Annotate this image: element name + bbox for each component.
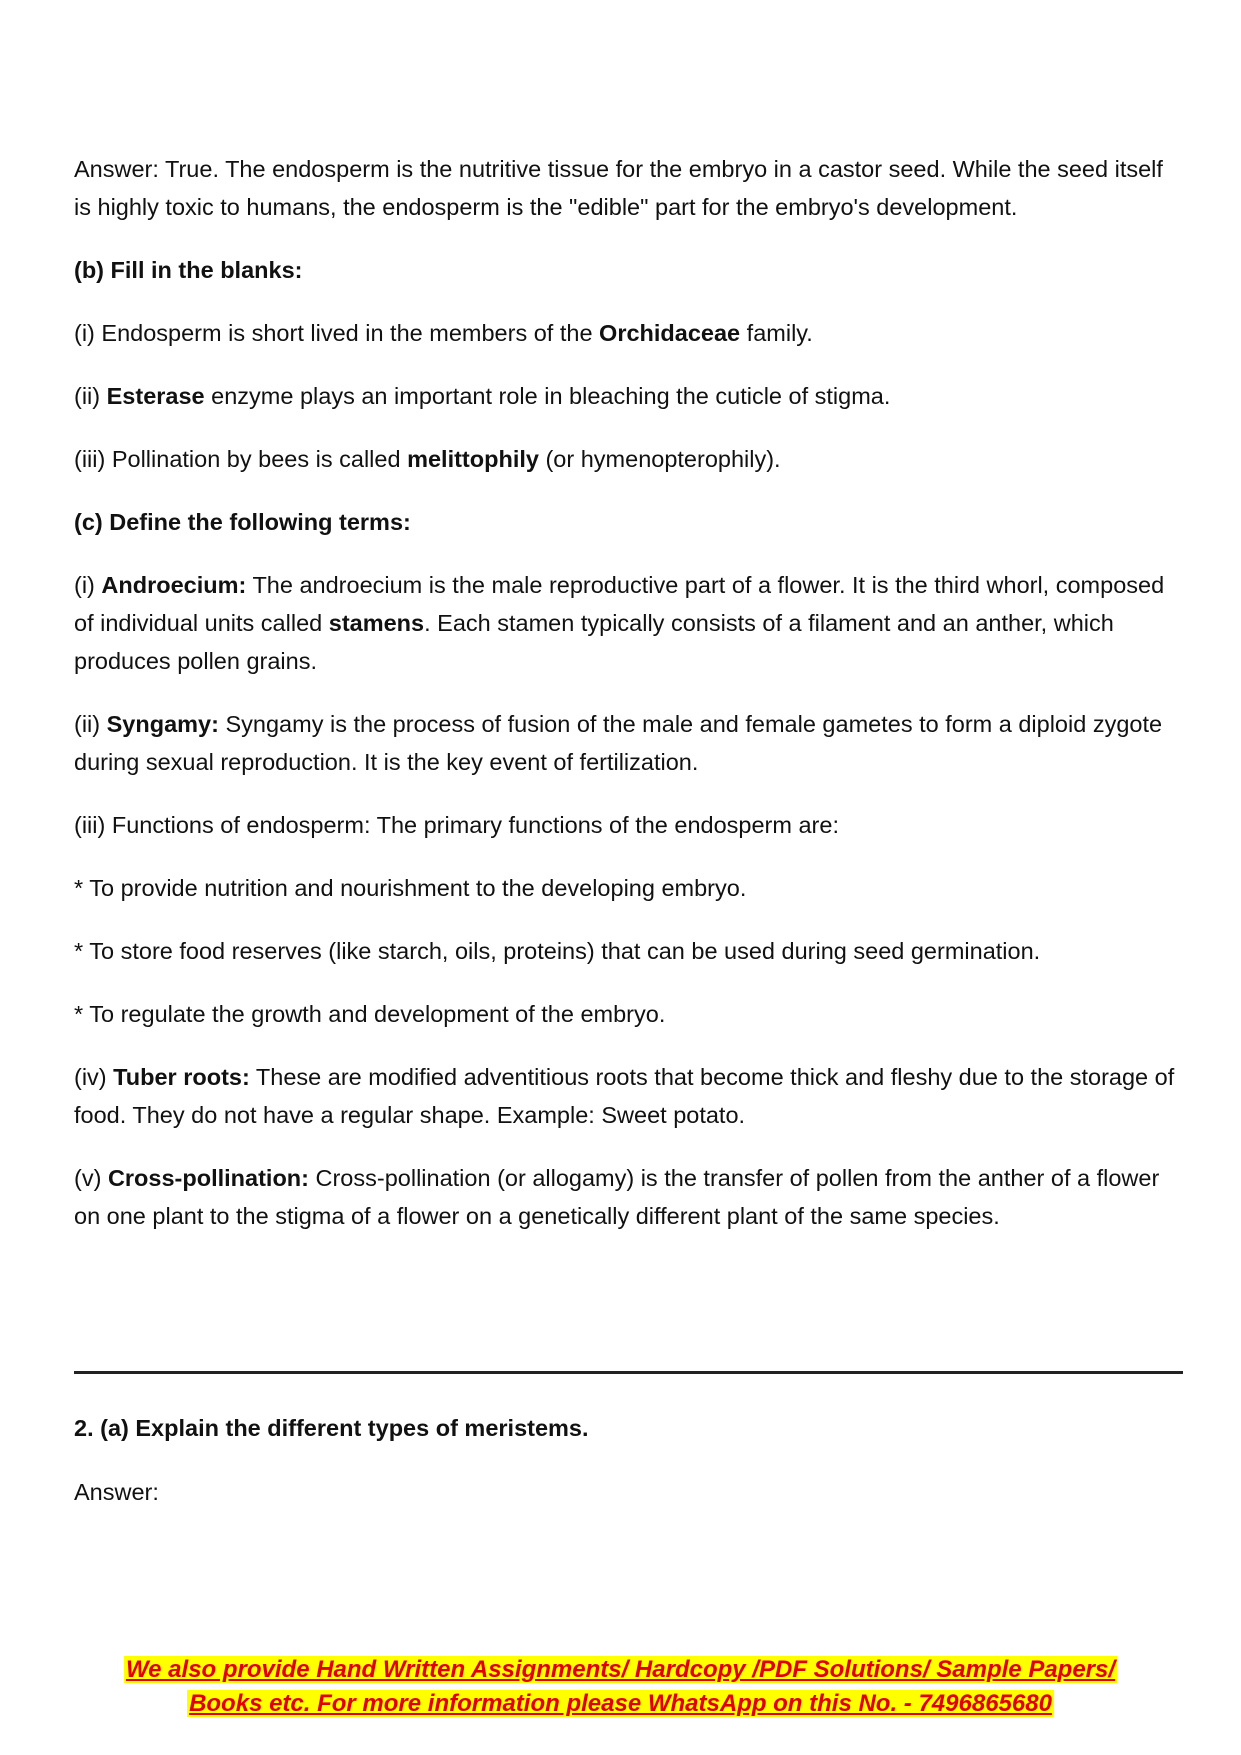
define-androecium: (i) Androecium: The androecium is the male reproductive part of a flower. It is the third whorl, composed of individual units called stamens. Each stamen typically consists of a filament and an anther, which produces pollen grains. (74, 572, 1165, 674)
fill-blank-iii: (iii) Pollination by bees is called melittophily (or hymenopterophily). (74, 446, 781, 472)
promo-banner (0, 1653, 1241, 1721)
fill-blanks-heading: (b) Fill in the blanks: (74, 257, 303, 283)
endosperm-function-item: * To regulate the growth and development of the embryo. (74, 1001, 666, 1027)
promo-line-1: We also provide Hand Written Assignments/ Hardcopy /PDF Solutions/ Sample Papers/ (125, 1656, 1116, 1683)
section-divider (74, 1371, 1183, 1374)
question-2-heading: 2. (a) Explain the different types of meristems. (74, 1415, 589, 1441)
fill-blank-ii: (ii) Esterase enzyme plays an important role in bleaching the cuticle of stigma. (74, 383, 891, 409)
true-false-answer: Answer: True. The endosperm is the nutritive tissue for the embryo in a castor seed. While the seed itself is highly toxic to humans, the endosperm is the "edible" part for the embryo's development. (74, 156, 1163, 220)
endosperm-function-item: * To provide nutrition and nourishment to the developing embryo. (74, 875, 747, 901)
fill-blank-i: (i) Endosperm is short lived in the members of the Orchidaceae family. (74, 320, 813, 346)
question-2-answer-label: Answer: (74, 1479, 159, 1505)
define-tuber-roots: (iv) Tuber roots: These are modified adventitious roots that become thick and fleshy due to the storage of food. They do not have a regular shape. Example: Sweet potato. (74, 1064, 1175, 1128)
define-endosperm-functions: (iii) Functions of endosperm: The primary functions of the endosperm are: (74, 812, 839, 838)
define-cross-pollination: (v) Cross-pollination: Cross-pollination (or allogamy) is the transfer of pollen from the anther of a flower on one plant to the stigma of a flower on a genetically different plant of the same species. (74, 1165, 1160, 1229)
endosperm-function-item: * To store food reserves (like starch, oils, proteins) that can be used during seed germination. (74, 938, 1041, 964)
promo-line-2: Books etc. For more information please WhatsApp on this No. - 7496865680 (189, 1690, 1052, 1717)
define-syngamy: (ii) Syngamy: Syngamy is the process of fusion of the male and female gametes to form a diploid zygote during sexual reproduction. It is the key event of fertilization. (74, 711, 1163, 775)
answer-content (74, 150, 1184, 1260)
define-heading: (c) Define the following terms: (74, 509, 411, 535)
